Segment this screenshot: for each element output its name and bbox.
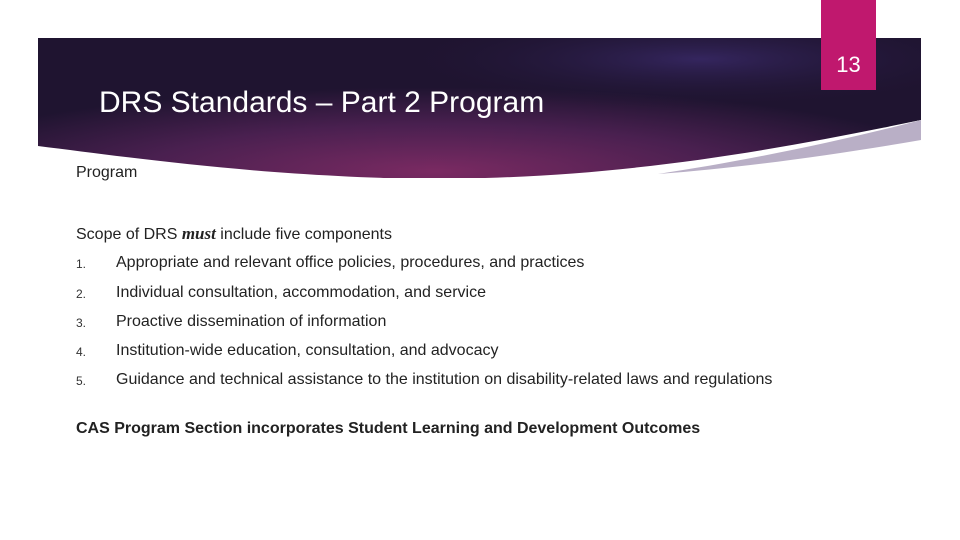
scope-text-before: Scope of DRS bbox=[76, 226, 182, 243]
list-item-number: 4. bbox=[76, 345, 87, 359]
scope-emphasis: must bbox=[181, 224, 216, 243]
cas-statement: CAS Program Section incorporates Student Learning and Development Outcomes bbox=[76, 420, 701, 437]
list-item-text: Proactive dissemination of information bbox=[116, 313, 387, 330]
scope-statement bbox=[76, 224, 392, 244]
list-item-number: 1. bbox=[76, 257, 87, 271]
slide-number: 13 bbox=[836, 52, 861, 77]
slide-number-badge bbox=[821, 0, 876, 90]
list-item-text: Appropriate and relevant office policies, procedures, and practices bbox=[116, 254, 585, 271]
list-item-text: Individual consultation, accommodation, and service bbox=[116, 284, 486, 301]
scope-text-after: include five components bbox=[215, 226, 392, 243]
list-item-text: Institution-wide education, consultation, and advocacy bbox=[116, 342, 499, 359]
list-item-text: Guidance and technical assistance to the institution on disability-related laws and regulations bbox=[116, 371, 773, 388]
section-heading: Program bbox=[76, 164, 138, 181]
list-item-number: 5. bbox=[76, 374, 87, 388]
list-item-number: 2. bbox=[76, 287, 87, 301]
slide-title: DRS Standards – Part 2 Program bbox=[99, 86, 545, 119]
list-item-number: 3. bbox=[76, 316, 87, 330]
